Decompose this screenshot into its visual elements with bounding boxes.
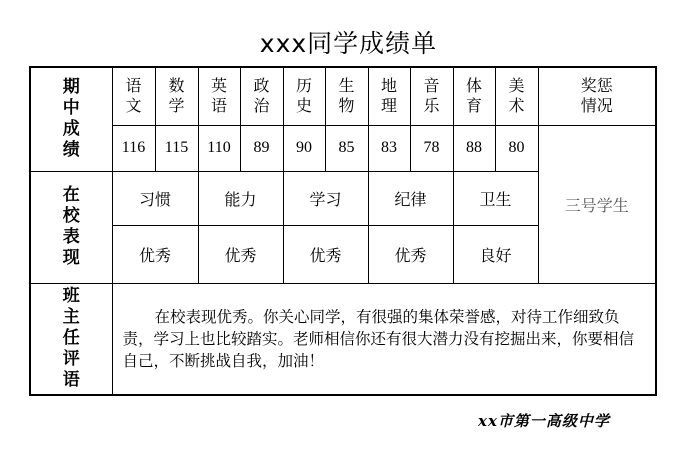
subject-cell: 语文	[112, 67, 155, 125]
rating-cell: 优秀	[283, 225, 368, 283]
midterm-header: 期中成绩	[30, 67, 112, 171]
subject-cell: 政治	[240, 67, 283, 125]
category-cell: 能力	[198, 171, 283, 225]
score-cell: 85	[325, 125, 368, 171]
performance-header: 在校表现	[30, 171, 112, 283]
rating-cell: 优秀	[198, 225, 283, 283]
score-cell: 83	[368, 125, 410, 171]
comment-text: 在校表现优秀。你关心同学，有很强的集体荣誉感，对待工作细致负责，学习上也比较踏实。老师相信你还有很大潜力没有挖掘出来，你要相信自己，不断挑战自我，加油！	[122, 307, 635, 370]
subject-cell: 音乐	[410, 67, 453, 125]
score-cell: 90	[283, 125, 325, 171]
category-cell: 习惯	[112, 171, 198, 225]
subject-cell: 历史	[283, 67, 325, 125]
subject-cell: 生物	[325, 67, 368, 125]
comment-header: 班主任评语	[30, 283, 112, 395]
comment-row	[30, 283, 656, 395]
score-cell: 78	[410, 125, 453, 171]
subject-cell: 英语	[198, 67, 240, 125]
rating-cell: 良好	[453, 225, 538, 283]
award-header: 奖惩情况	[538, 67, 656, 125]
award-value: 三号学生	[538, 125, 656, 283]
category-cell: 纪律	[368, 171, 453, 225]
page-title: xxx同学成绩单	[259, 29, 438, 58]
score-cell: 116	[112, 125, 155, 171]
score-cell: 80	[495, 125, 538, 171]
subject-cell: 地理	[368, 67, 410, 125]
rating-cell: 优秀	[112, 225, 198, 283]
score-cell: 110	[198, 125, 240, 171]
teacher-comment	[112, 283, 656, 395]
score-row	[30, 125, 656, 171]
subject-row	[30, 67, 656, 125]
rating-cell: 优秀	[368, 225, 453, 283]
category-cell: 学习	[283, 171, 368, 225]
score-cell: 88	[453, 125, 495, 171]
report-card-table	[29, 66, 657, 396]
score-cell: 89	[240, 125, 283, 171]
school-name: xx市第一高级中学	[478, 412, 610, 430]
category-cell: 卫生	[453, 171, 538, 225]
subject-cell: 体育	[453, 67, 495, 125]
subject-cell: 美术	[495, 67, 538, 125]
subject-cell: 数学	[155, 67, 198, 125]
score-cell: 115	[155, 125, 198, 171]
